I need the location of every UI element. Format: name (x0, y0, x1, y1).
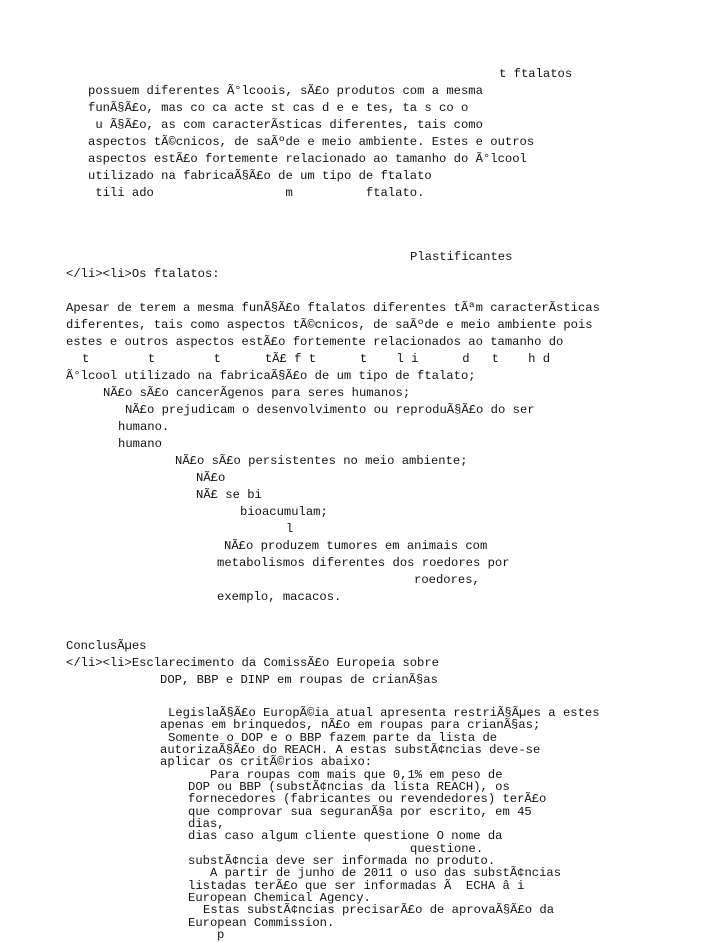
text-line: NÃ£o produzem tumores em animais com (224, 539, 488, 553)
text-line: Apesar de terem a mesma funÃ§Ã£o ftalatos diferentes tÃªm caracterÃsticas (66, 301, 600, 315)
text-line: p (217, 928, 225, 942)
text-line: Para roupas com mais que 0,1% em peso de (210, 768, 503, 782)
text-line: LegislaÃ§Ã£o EuropÃ©ia atual apresenta restriÃ§Ãµes a estes (168, 706, 600, 720)
text-line: listadas terÃ£o que ser informadas Ã ECHA â i (188, 879, 525, 893)
text-line: aspectos estÃ£o fortemente relacionado ao tamanho do Ã°lcool (88, 152, 527, 166)
text-line: substÃ¢ncia deve ser informada no produto. (188, 854, 496, 868)
text-line: roedores, (414, 573, 480, 587)
text-line: autorizaÃ§Ã£o do REACH. A estas substÃ¢ncias deve-se (160, 743, 541, 757)
text-line: u Ã§Ã£o, as com caracterÃsticas diferentes, tais como (88, 118, 483, 132)
text-line: estes e outros aspectos estÃ£o fortemente relacionados ao tamanho do (66, 335, 564, 349)
text-line: exemplo, macacos. (217, 590, 342, 604)
text-line: questione. (410, 842, 484, 856)
text-line: dias, (188, 817, 225, 831)
text-line: funÃ§Ã£o, mas co ca acte st cas d e e tes, ta s co o (88, 101, 469, 115)
text-line: apenas em brinquedos, nÃ£o em roupas para crianÃ§as; (160, 718, 541, 732)
text-line: Estas substÃ¢ncias precisarÃ£o de aprovaÃ§Ã£o da (203, 903, 555, 917)
section-heading: ConclusÃµes (66, 639, 147, 653)
text-line: DOP ou BBP (substÃ¢ncias da lista REACH), os (188, 780, 510, 794)
text-line: que comprovar sua seguranÃ§a por escrito, em 45 (188, 805, 532, 819)
text-line: A partir de junho de 2011 o uso das substÃ¢ncias (210, 866, 562, 880)
text-line: NÃ£o sÃ£o persistentes no meio ambiente; (175, 454, 468, 468)
text-line: l (286, 522, 294, 536)
text-line: humano. (118, 420, 170, 434)
text-line: utilizado na fabricaÃ§Ã£o de um tipo de ftalato (88, 169, 432, 183)
text-line: t t t tÃ£ f t t l i d t h d (82, 352, 551, 366)
text-line: </li><li>Esclarecimento da ComissÃ£o Europeia sobre (66, 656, 439, 670)
text-line: European Commission. (188, 916, 335, 930)
text-line: aplicar os critÃ©rios abaixo: (160, 755, 373, 769)
text-line: t ftalatos (499, 67, 573, 81)
text-line: European Chemical Agency. (188, 891, 371, 905)
text-line: </li><li>Os ftalatos: (66, 267, 220, 281)
text-line: aspectos tÃ©cnicos, de saÃºde e meio ambiente. Estes e outros (88, 135, 535, 149)
text-line: diferentes, tais como aspectos tÃ©cnicos, de saÃºde e meio ambiente pois (66, 318, 593, 332)
text-line: fornecedores (fabricantes ou revendedores) terÃ£o (188, 792, 547, 806)
text-line: Somente o DOP e o BBP fazem parte da lista de (168, 731, 498, 745)
text-line: bioacumulam; (240, 505, 328, 519)
text-line: tili ado m ftalato. (88, 186, 425, 200)
text-line: humano (118, 437, 162, 451)
text-line: metabolismos diferentes dos roedores por (217, 556, 510, 570)
text-line: NÃ£o (196, 471, 226, 485)
text-line: possuem diferentes Ã°lcoois, sÃ£o produtos com a mesma (88, 84, 483, 98)
text-line: dias caso algum cliente questione O nome da (188, 829, 503, 843)
section-heading: Plastificantes (410, 250, 513, 264)
text-line: Ã°lcool utilizado na fabricaÃ§Ã£o de um tipo de ftalato; (66, 369, 476, 383)
text-line: NÃ£o sÃ£o cancerÃgenos para seres humanos; (103, 386, 411, 400)
text-line: NÃ£o prejudicam o desenvolvimento ou reproduÃ§Ã£o do ser (125, 403, 535, 417)
text-line: DOP, BBP e DINP em roupas de crianÃ§as (160, 673, 438, 687)
text-line: NÃ£ se bi (196, 488, 262, 502)
